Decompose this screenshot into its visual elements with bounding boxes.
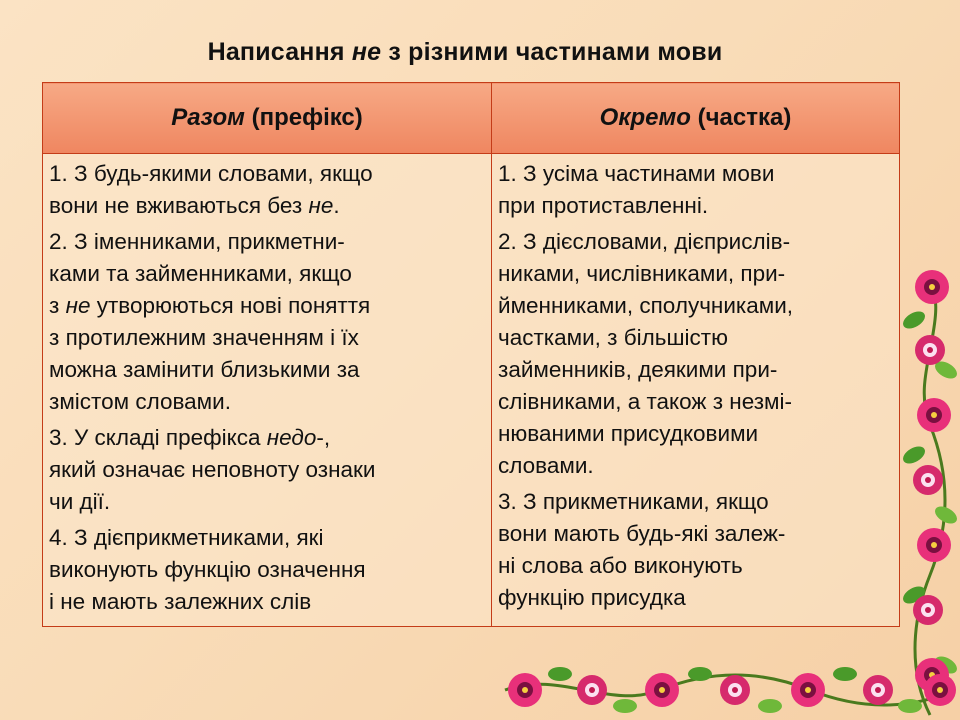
rule-line: чи дії.: [49, 489, 111, 514]
rule-line: при протиставленні.: [498, 193, 709, 218]
flower-garland-horizontal: [500, 660, 960, 720]
header-together-emph: Разом: [171, 104, 245, 131]
title-text-end: з різними частинами мови: [381, 38, 723, 66]
rules-table: [42, 82, 900, 627]
rule-line: з протилежним значенням і їх: [49, 325, 359, 350]
rule-line: словами.: [498, 453, 594, 478]
rule-line: виконують функцію означення: [49, 557, 366, 582]
rule-line: і не мають залежних слів: [49, 589, 312, 614]
rule-line: слівниками, а також з незмі-: [498, 389, 792, 414]
rule-line: функцію присудка: [498, 585, 686, 610]
separately-cell: [492, 154, 900, 627]
rule-line: 2. З дієсловами, дієприслів-: [498, 229, 791, 254]
rule-line: йменниками, сполучниками,: [498, 293, 794, 318]
rule-line: частками, з більшістю: [498, 325, 728, 350]
header-separately: [492, 83, 900, 154]
rule-emphasis: не: [308, 193, 334, 218]
together-rule-1: [49, 158, 487, 222]
rule-line: змістом словами.: [49, 389, 231, 414]
rule-line: [49, 190, 487, 222]
rule-emphasis: недо: [266, 425, 317, 450]
rule-line: никами, числівниками, при-: [498, 261, 786, 286]
rule-line: нюваними присудковими: [498, 421, 759, 446]
rule-text: .: [333, 193, 340, 218]
rule-line: можна замінити близькими за: [49, 357, 360, 382]
together-cell: [43, 154, 492, 627]
rule-line: 1. З будь-якими словами, якщо: [49, 161, 373, 186]
separately-rule-3: [498, 486, 895, 614]
page-title: [0, 38, 930, 67]
table-row: [43, 154, 900, 627]
rule-line: ні слова або виконують: [498, 553, 743, 578]
separately-rule-2: [498, 226, 895, 482]
table-header-row: [43, 83, 900, 154]
rule-line: ками та займенниками, якщо: [49, 261, 352, 286]
rule-line: [49, 290, 487, 322]
header-separately-rest: (частка): [690, 104, 792, 131]
rule-line: 1. З усіма частинами мови: [498, 161, 775, 186]
title-text: Написання: [207, 38, 352, 66]
flower-garland-vertical: [900, 265, 960, 720]
rule-text: з: [49, 293, 66, 318]
header-separately-emph: Окремо: [599, 104, 691, 131]
rule-line: [49, 422, 487, 454]
rule-line: 4. З дієприкметниками, які: [49, 525, 324, 550]
together-rule-4: [49, 522, 487, 618]
rule-line: який означає неповноту ознаки: [49, 457, 376, 482]
separately-rule-1: [498, 158, 895, 222]
flower-icon: [900, 270, 960, 692]
together-rule-3: [49, 422, 487, 518]
header-together: [43, 83, 492, 154]
together-rule-2: [49, 226, 487, 418]
rule-line: 3. З прикметниками, якщо: [498, 489, 769, 514]
rule-emphasis: не: [65, 293, 91, 318]
rule-text: 3. У складі префікса: [49, 425, 267, 450]
rule-line: вони мають будь-які залеж-: [498, 521, 786, 546]
title-emphasis: не: [351, 38, 382, 66]
header-together-rest: (префікс): [244, 104, 363, 131]
rule-line: займенників, деякими при-: [498, 357, 778, 382]
rule-text: утворюються нові поняття: [90, 293, 371, 318]
rule-line: 2. З іменниками, прикметни-: [49, 229, 345, 254]
rule-text: вони не вживаються без: [49, 193, 309, 218]
rule-text: -,: [316, 425, 331, 450]
